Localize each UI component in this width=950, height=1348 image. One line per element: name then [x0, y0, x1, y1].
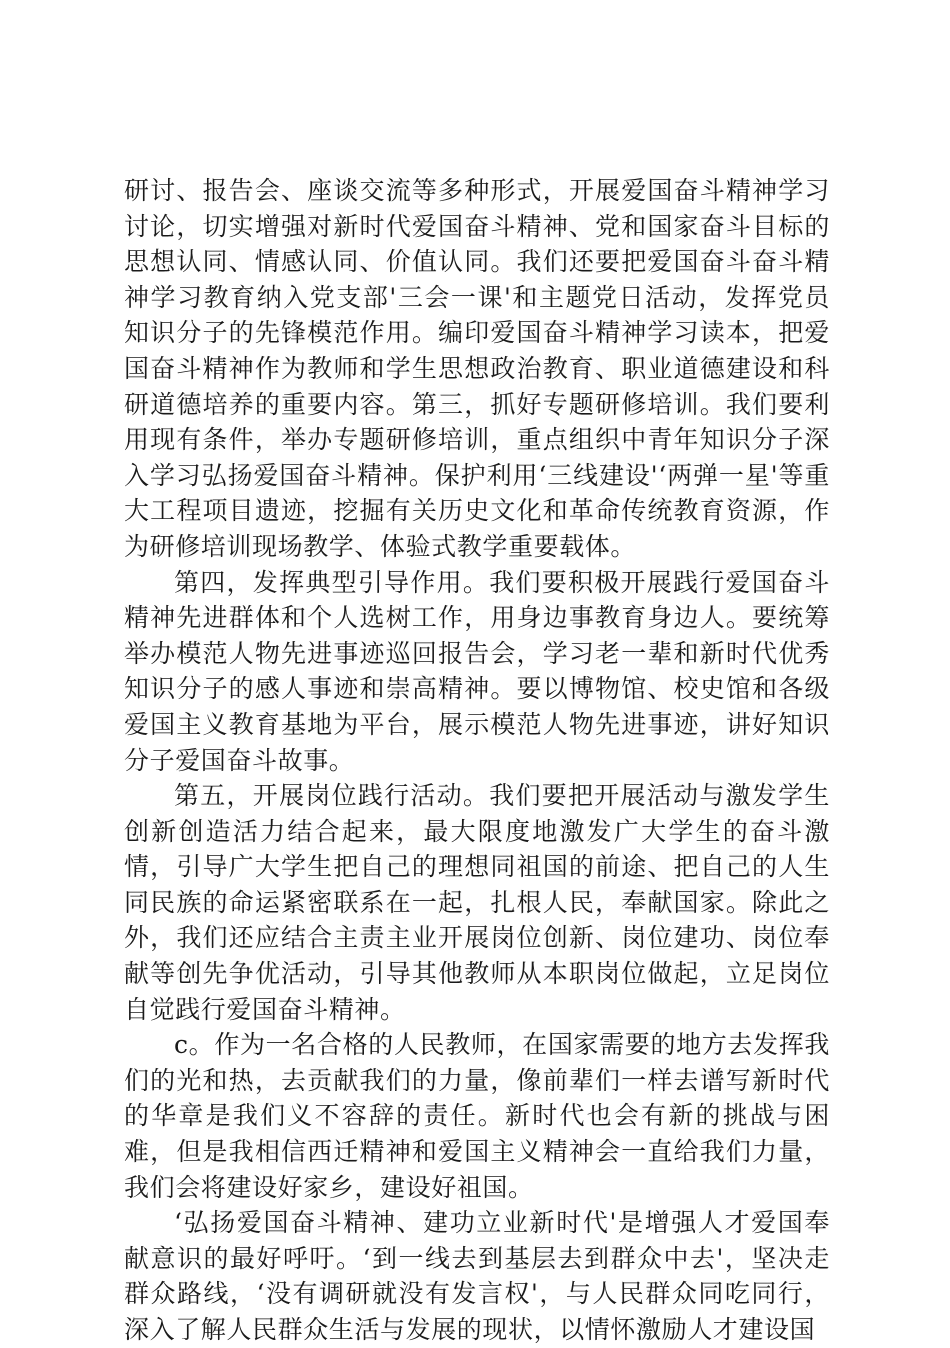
paragraph-5: ‘弘扬爱国奋斗精神、建功立业新时代'是增强人才爱国奉献意识的最好呼吁。‘到一线去到基层去到群众中去'，坚决走群众路线，‘没有调研就没有发言权'，与人民群众同吃同行，深入了解人民群众生活与发展的现状，以情怀激励人才建设国	[124, 1208, 830, 1344]
document-body	[124, 173, 830, 1348]
paragraph-4: c。作为一名合格的人民教师，在国家需要的地方去发挥我们的光和热，去贡献我们的力量，像前辈们一样去谱写新时代的华章是我们义不容辞的责任。新时代也会有新的挑战与困难，但是我相信西迁精神和爱国主义精神会一直给我们力量，我们会将建设好家乡，建设好祖国。	[124, 1030, 830, 1202]
paragraph-3: 第五，开展岗位践行活动。我们要把开展活动与激发学生创新创造活力结合起来，最大限度地激发广大学生的奋斗激情，引导广大学生把自己的理想同祖国的前途、把自己的人生同民族的命运紧密联系在一起，扎根人民，奉献国家。除此之外，我们还应结合主责主业开展岗位创新、岗位建功、岗位奉献等创先争优活动，引导其他教师从本职岗位做起，立足岗位自觉践行爱国奋斗精神。	[124, 781, 830, 1024]
paragraph-1: 研讨、报告会、座谈交流等多种形式，开展爱国奋斗精神学习讨论，切实增强对新时代爱国奋斗精神、党和国家奋斗目标的思想认同、情感认同、价值认同。我们还要把爱国奋斗奋斗精神学习教育纳入党支部'三会一课'和主题党日活动，发挥党员知识分子的先锋模范作用。编印爱国奋斗精神学习读本，把爱国奋斗精神作为教师和学生思想政治教育、职业道德建设和科研道德培养的重要内容。第三，抓好专题研修培训。我们要利用现有条件，举办专题研修培训，重点组织中青年知识分子深入学习弘扬爱国奋斗精神。保护利用‘三线建设'‘两弹一星'等重大工程项目遗迹，挖掘有关历史文化和革命传统教育资源，作为研修培训现场教学、体验式教学重要载体。	[124, 176, 830, 561]
paragraph-2: 第四，发挥典型引导作用。我们要积极开展践行爱国奋斗精神先进群体和个人选树工作，用身边事教育身边人。要统筹举办模范人物先进事迹巡回报告会，学习老一辈和新时代优秀知识分子的感人事迹和崇高精神。要以博物馆、校史馆和各级爱国主义教育基地为平台，展示模范人物先进事迹，讲好知识分子爱国奋斗故事。	[124, 567, 830, 775]
